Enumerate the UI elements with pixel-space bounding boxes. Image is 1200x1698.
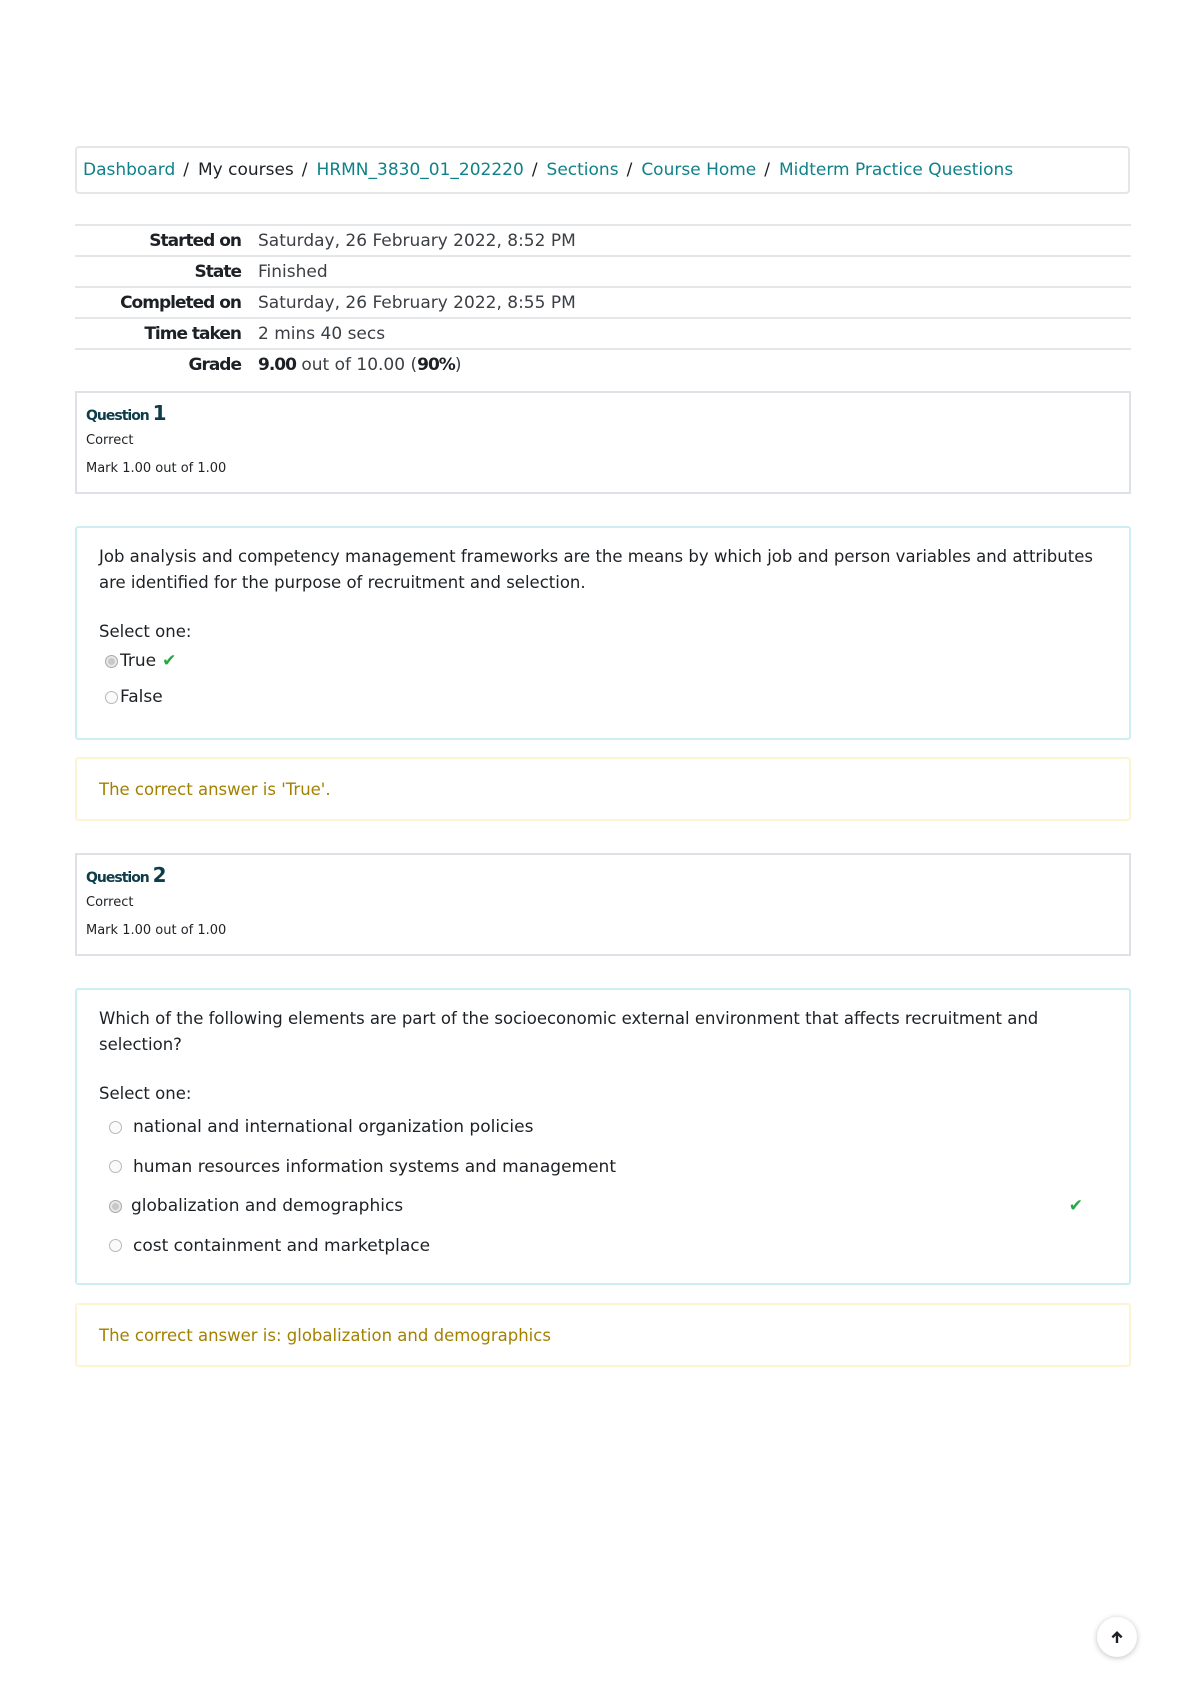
radio-button[interactable] [109, 1121, 122, 1134]
radio-button[interactable] [105, 655, 118, 668]
question-number: 1 [152, 401, 167, 425]
question-1-text: Job analysis and competency management frameworks are the means by which job and person variables and attributes are identified for the purpose of recruitment and selection. [99, 547, 1093, 592]
breadcrumb-sections[interactable]: Sections [546, 160, 619, 180]
breadcrumb [75, 146, 1130, 194]
question-prefix: Question [86, 870, 153, 886]
summary-row-state [75, 256, 1131, 287]
attempt-summary-table [75, 224, 1131, 379]
completed-value: Saturday, 26 February 2022, 8:55 PM [250, 287, 1131, 318]
time-taken-value: 2 mins 40 secs [250, 318, 1131, 349]
option-label: False [120, 687, 163, 707]
check-icon: ✔ [162, 651, 177, 671]
grade-label: Grade [75, 349, 250, 379]
option-label: national and international organization policies [133, 1117, 534, 1137]
question-2-option-4[interactable] [99, 1226, 1107, 1265]
question-2-mark: Mark 1.00 out of 1.00 [86, 923, 227, 938]
option-label: True [120, 651, 157, 671]
breadcrumb-quiz[interactable]: Midterm Practice Questions [779, 160, 1014, 180]
state-label: State [75, 256, 250, 287]
grade-score: 9.00 [258, 354, 296, 375]
breadcrumb-course-home[interactable]: Course Home [641, 160, 757, 180]
question-1-option-false[interactable] [99, 679, 1107, 715]
question-1-option-true[interactable] [99, 643, 1107, 679]
question-2-content [75, 988, 1131, 1285]
back-to-top-button[interactable] [1097, 1617, 1137, 1657]
completed-label: Completed on [75, 287, 250, 318]
question-2-feedback: The correct answer is: globalization and demographics [75, 1303, 1131, 1367]
summary-row-completed [75, 287, 1131, 318]
question-1-select-label: Select one: [99, 622, 192, 641]
grade-value [250, 349, 1131, 379]
time-taken-label: Time taken [75, 318, 250, 349]
question-2-select-label: Select one: [99, 1084, 192, 1103]
question-prefix: Question [86, 408, 153, 424]
started-label: Started on [75, 225, 250, 256]
question-2-title [86, 863, 1129, 887]
question-1-feedback: The correct answer is 'True'. [75, 757, 1131, 821]
option-label: cost containment and marketplace [133, 1235, 431, 1256]
question-2-option-3[interactable] [99, 1186, 1107, 1226]
breadcrumb-dashboard[interactable]: Dashboard [83, 160, 176, 180]
question-number: 2 [152, 863, 167, 887]
question-2-info [75, 853, 1131, 956]
breadcrumb-course[interactable]: HRMN_3830_01_202220 [316, 160, 524, 180]
question-2-state: Correct [86, 895, 134, 910]
breadcrumb-separator: / [531, 160, 538, 180]
question-2-option-1[interactable] [99, 1107, 1107, 1147]
started-value: Saturday, 26 February 2022, 8:52 PM [250, 225, 1131, 256]
summary-row-time [75, 318, 1131, 349]
check-icon: ✔ [1068, 1196, 1083, 1216]
question-1-content [75, 526, 1131, 740]
summary-row-grade [75, 349, 1131, 379]
grade-close: ) [454, 354, 462, 375]
radio-button[interactable] [105, 691, 118, 704]
arrow-up-icon [1109, 1629, 1125, 1645]
option-label: human resources information systems and management [133, 1156, 616, 1177]
grade-percent: 90% [417, 354, 455, 375]
breadcrumb-separator: / [764, 160, 771, 180]
option-label: globalization and demographics [131, 1196, 404, 1216]
question-1-info [75, 391, 1131, 494]
question-2-option-2[interactable] [99, 1147, 1107, 1186]
grade-out-of: out of 10.00 ( [295, 354, 418, 375]
question-1-title [86, 401, 1129, 425]
breadcrumb-separator: / [183, 160, 189, 180]
radio-button[interactable] [109, 1200, 122, 1213]
question-1-state: Correct [86, 433, 134, 448]
question-1-mark: Mark 1.00 out of 1.00 [86, 461, 227, 476]
radio-button[interactable] [109, 1160, 122, 1173]
breadcrumb-my-courses: My courses [197, 160, 294, 180]
summary-row-started [75, 225, 1131, 256]
question-2-text: Which of the following elements are part of the socioeconomic external environment that affects recruitment and selection? [99, 1009, 1039, 1054]
state-value: Finished [250, 256, 1131, 287]
breadcrumb-separator: / [301, 160, 308, 180]
breadcrumb-separator: / [626, 160, 633, 180]
radio-button[interactable] [109, 1239, 122, 1252]
